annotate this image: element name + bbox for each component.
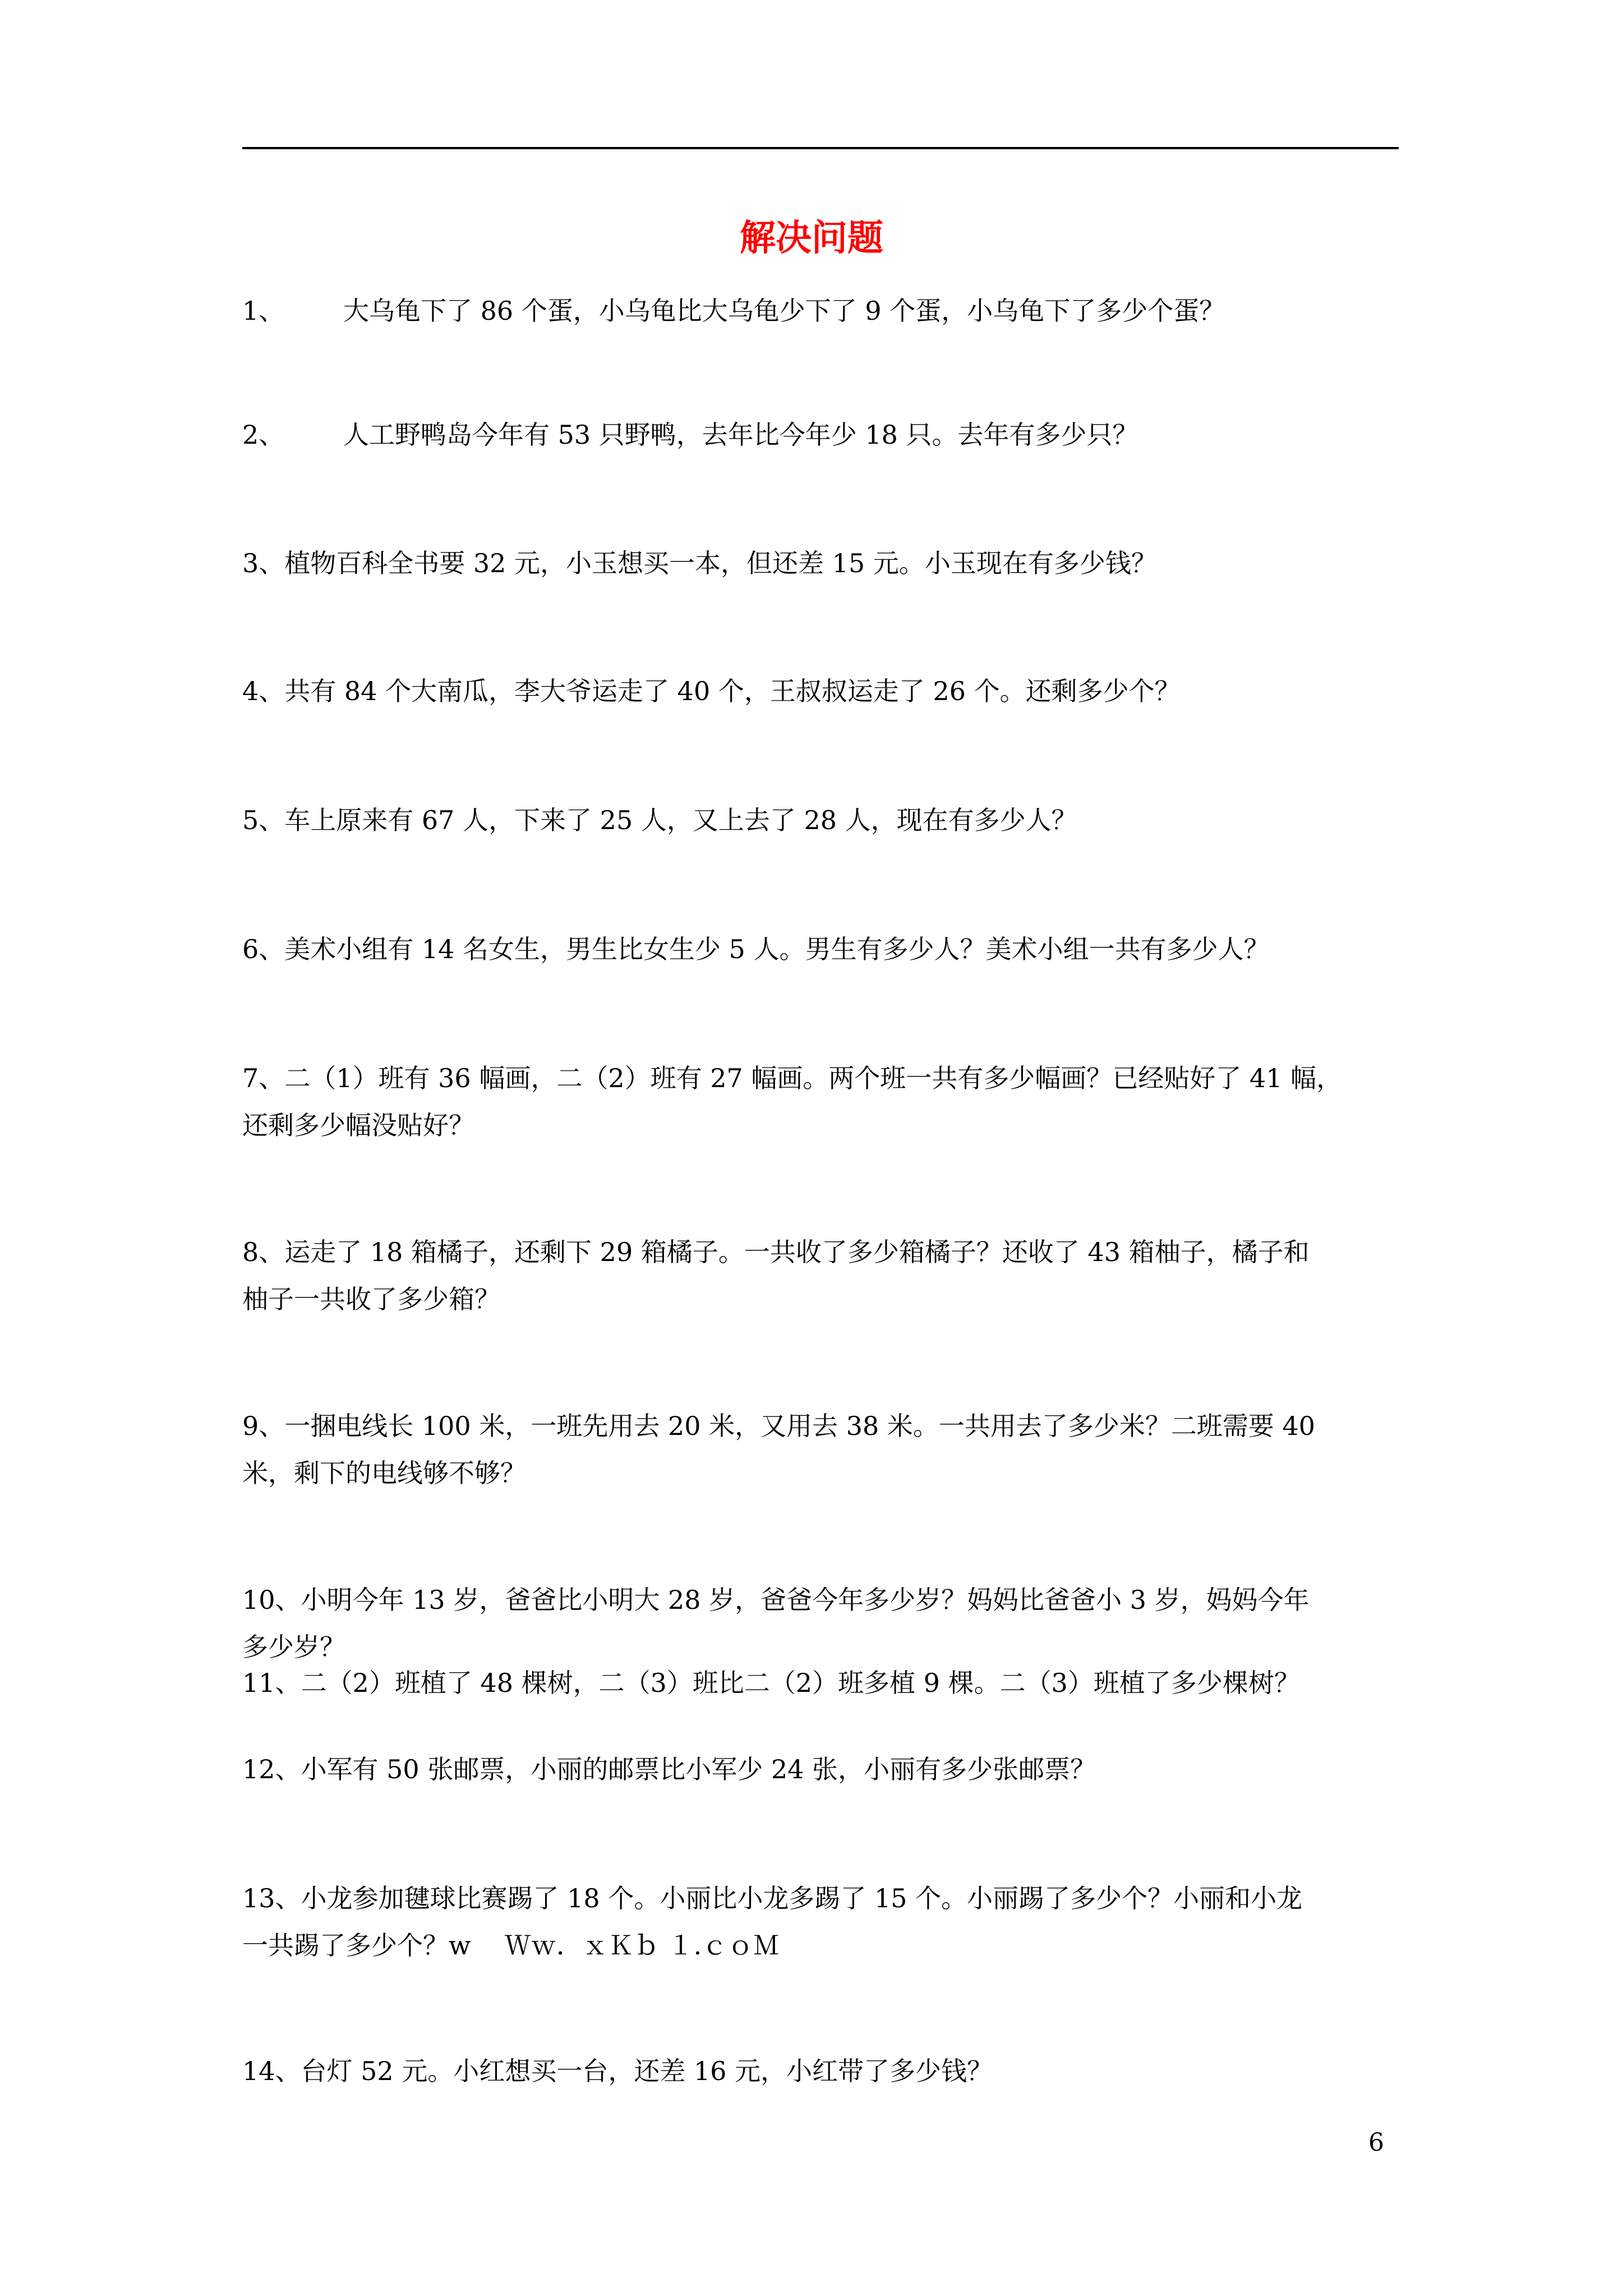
question-2 xyxy=(242,411,1400,458)
question-number: 9、 xyxy=(242,1411,285,1441)
question-number: 2、 xyxy=(242,420,285,450)
question-text: 运走了 18 箱橘子，还剩下 29 箱橘子。一共收了多少箱橘子？还收了 43 箱柚子，橘子和 xyxy=(284,1237,1310,1267)
question-text: 二（2）班植了 48 棵树，二（3）班比二（2）班多植 9 棵。二（3）班植了多少棵树？ xyxy=(301,1668,1300,1698)
question-8 xyxy=(242,1228,1400,1323)
question-number: 7、 xyxy=(242,1063,285,1093)
question-text-continued: 米，剩下的电线够不够？ xyxy=(242,1458,526,1488)
question-7 xyxy=(242,1055,1400,1149)
question-number: 3、 xyxy=(242,548,285,578)
question-text: 美术小组有 14 名女生，男生比女生少 5 人。男生有多少人？美术小组一共有多少人？ xyxy=(284,934,1270,964)
question-text: 共有 84 个大南瓜，李大爷运走了 40 个，王叔叔运走了 26 个。还剩多少个？ xyxy=(284,676,1181,706)
question-text: 小明今年 13 岁，爸爸比小明大 28 岁，爸爸今年多少岁？妈妈比爸爸小 3 岁，妈妈今年 xyxy=(301,1585,1310,1615)
question-number: 13、 xyxy=(242,1883,301,1913)
question-10 xyxy=(242,1576,1400,1671)
question-number: 6、 xyxy=(242,934,285,964)
question-number: 4、 xyxy=(242,676,285,706)
page-number: 6 xyxy=(1368,2128,1384,2157)
question-text: 小军有 50 张邮票，小丽的邮票比小军少 24 张，小丽有多少张邮票？ xyxy=(301,1754,1096,1784)
question-text-continued: 多少岁？ xyxy=(242,1632,345,1662)
header-rule xyxy=(242,147,1399,149)
question-number: 10、 xyxy=(242,1585,301,1615)
question-text-continued: 还剩多少幅没贴好？ xyxy=(242,1110,474,1140)
question-text: 植物百科全书要 32 元，小玉想买一本，但还差 15 元。小玉现在有多少钱？ xyxy=(284,548,1157,578)
question-text: 小龙参加毽球比赛踢了 18 个。小丽比小龙多踢了 15 个。小丽踢了多少个？小丽和小龙 xyxy=(301,1883,1303,1913)
question-text: 车上原来有 67 人，下来了 25 人，又上去了 28 人，现在有多少人？ xyxy=(284,805,1077,835)
question-number: 14、 xyxy=(242,2056,301,2086)
question-number: 1、 xyxy=(242,296,285,326)
question-text: 台灯 52 元。小红想买一台，还差 16 元，小红带了多少钱？ xyxy=(301,2056,993,2086)
question-1 xyxy=(242,287,1400,334)
question-text: 人工野鸭岛今年有 53 只野鸭，去年比今年少 18 只。去年有多少只？ xyxy=(343,420,1138,450)
question-14 xyxy=(242,2047,1400,2095)
question-number: 11、 xyxy=(242,1668,301,1698)
page-title: 解决问题 xyxy=(740,217,883,259)
question-text: 大乌龟下了 86 个蛋，小乌龟比大乌龟少下了 9 个蛋，小乌龟下了多少个蛋？ xyxy=(343,296,1225,326)
question-text: 二（1）班有 36 幅画，二（2）班有 27 幅画。两个班一共有多少幅画？已经贴好了 41 幅， xyxy=(284,1063,1343,1093)
question-3 xyxy=(242,540,1400,587)
question-4 xyxy=(242,668,1400,715)
question-text-continued: 柚子一共收了多少箱？ xyxy=(242,1284,500,1314)
question-13 xyxy=(242,1875,1400,1969)
question-6 xyxy=(242,926,1400,973)
question-number: 5、 xyxy=(242,805,285,835)
question-12 xyxy=(242,1746,1400,1793)
question-5 xyxy=(242,797,1400,844)
question-11 xyxy=(242,1659,1400,1706)
question-text-continued: 一共踢了多少个？w Ｗｗ．ｘＫｂ １.ｃｏＭ xyxy=(242,1930,780,1961)
question-9 xyxy=(242,1402,1400,1497)
question-number: 12、 xyxy=(242,1754,301,1784)
question-number: 8、 xyxy=(242,1237,285,1267)
question-text: 一捆电线长 100 米，一班先用去 20 米，又用去 38 米。一共用去了多少米？二班需要 40 xyxy=(284,1411,1316,1441)
